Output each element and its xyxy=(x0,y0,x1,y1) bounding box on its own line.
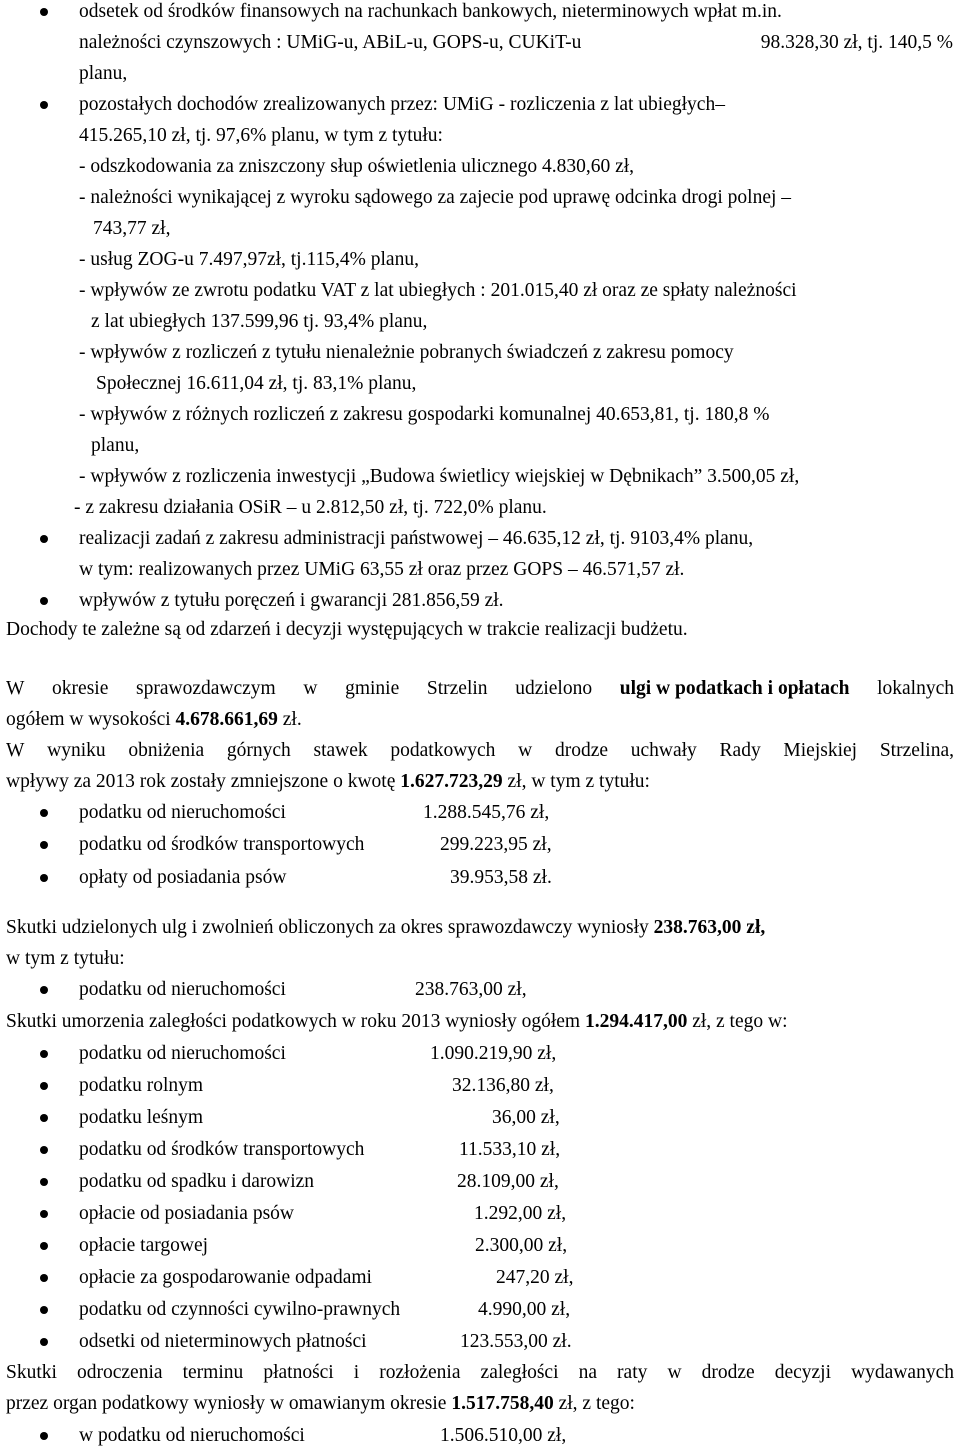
item-label: opłacie za gospodarowanie odpadami xyxy=(79,1267,372,1288)
detail-komunalnej-line1: - wpływów z różnych rozliczeń z zakresu gospodarki komunalnej 40.653,81, tj. 180,8 % xyxy=(79,404,770,425)
ulgi-line3 xyxy=(6,735,954,767)
list-item xyxy=(79,797,286,829)
item-value: 1.292,00 zł, xyxy=(474,1203,567,1224)
bullet-icon xyxy=(40,1242,48,1250)
word: obniżenia xyxy=(128,740,205,761)
bullet-icon xyxy=(40,1178,48,1186)
word: Skutki xyxy=(6,1362,57,1383)
item-label: opłaty od posiadania psów xyxy=(79,867,287,888)
item-value: 32.136,80 zł, xyxy=(452,1075,554,1096)
word: podatkowych xyxy=(390,740,496,761)
item-label: podatku od czynności cywilno-prawnych xyxy=(79,1299,401,1320)
word: rozłożenia xyxy=(379,1362,461,1383)
word: zaległości xyxy=(480,1362,559,1383)
item-label: podatku od środków transportowych xyxy=(79,834,365,855)
skutki-ulg-pre: Skutki udzielonych ulg i zwolnień obliczonych za okres sprawozdawczy wyniosły xyxy=(6,917,654,938)
ulgi-total: 4.678.661,69 xyxy=(175,709,278,730)
item-value: 36,00 zł, xyxy=(492,1107,560,1128)
ulgi-line4-pre: wpływy za 2013 rok zostały zmniejszone o kwotę xyxy=(6,771,401,792)
detail-uslug-zog: - usług ZOG-u 7.497,97zł, tj.115,4% planu, xyxy=(79,249,419,270)
word: Miejskiej xyxy=(783,740,858,761)
word: gminie xyxy=(345,678,400,699)
bullet-administracji-line1: realizacji zadań z zakresu administracji państwowej – 46.635,12 zł, tj. 9103,4% planu, xyxy=(79,528,754,549)
bullet-icon xyxy=(40,809,48,817)
bullet-icon xyxy=(40,1050,48,1058)
item-label: podatku od nieruchomości xyxy=(79,802,286,823)
word: drodze xyxy=(554,740,609,761)
word: w xyxy=(303,678,318,699)
detail-inwestycji: - wpływów z rozliczenia inwestycji „Budowa świetlicy wiejskiej w Dębnikach” 3.500,05 zł, xyxy=(79,466,800,487)
word: sprawozdawczym xyxy=(136,678,276,699)
item-label: odsetki od nieterminowych płatności xyxy=(79,1331,367,1352)
odroczenia-post: zł, z tego: xyxy=(553,1393,635,1414)
odroczenia-pre: przez organ podatkowy wyniosły w omawianym okresie xyxy=(6,1393,452,1414)
bullet-icon xyxy=(40,1082,48,1090)
ulgi-reduction: 1.627.723,29 xyxy=(400,771,503,792)
bullet-icon xyxy=(40,1210,48,1218)
bullet-icon xyxy=(40,1274,48,1282)
bullet-odsetki-line1: odsetek od środków finansowych na rachunkach bankowych, nieterminowych wpłat m.in. xyxy=(79,1,782,22)
item-label: podatku leśnym xyxy=(79,1107,204,1128)
bullet-pozostale-line2: 415.265,10 zł, tj. 97,6% planu, w tym z tytułu: xyxy=(79,125,443,146)
item-label: podatku od spadku i darowizn xyxy=(79,1171,315,1192)
item-value: 247,20 zł, xyxy=(496,1267,574,1288)
word: w xyxy=(667,1362,682,1383)
ulgi-line4 xyxy=(6,766,650,798)
bullet-pozostale-line1: pozostałych dochodów zrealizowanych przez: UMiG - rozliczenia z lat ubiegłych– xyxy=(79,94,725,115)
item-value: 1.288.545,76 zł, xyxy=(423,802,550,823)
odroczenia-line2 xyxy=(6,1388,635,1420)
odroczenia-total: 1.517.758,40 xyxy=(451,1393,554,1414)
paragraph-dochody: Dochody te zależne są od zdarzeń i decyzji występujących w trakcie realizacji budżetu. xyxy=(6,619,688,640)
item-value: 39.953,58 zł. xyxy=(450,867,552,888)
list-item xyxy=(79,862,286,894)
bullet-icon xyxy=(40,1432,48,1440)
bullet-icon xyxy=(40,1306,48,1314)
detail-naleznosci-line2: 743,77 zł, xyxy=(93,218,171,239)
text-line xyxy=(79,27,953,59)
bullet-odsetki-line2b: 98.328,30 zł, tj. 140,5 % xyxy=(760,32,953,53)
bullet-poreczen: wpływów z tytułu poręczeń i gwarancji 281.856,59 zł. xyxy=(79,590,504,611)
item-label: podatku od nieruchomości xyxy=(79,979,286,1000)
bullet-icon xyxy=(40,874,48,882)
bullet-icon xyxy=(40,535,48,543)
bullet-icon xyxy=(40,101,48,109)
word: raty xyxy=(617,1362,648,1383)
word: wyniku xyxy=(47,740,106,761)
word: Strzelin xyxy=(426,678,488,699)
bullet-icon xyxy=(40,841,48,849)
umorzenia-line1 xyxy=(6,1006,788,1038)
item-value: 4.990,00 zł, xyxy=(478,1299,571,1320)
item-label: w podatku od nieruchomości xyxy=(79,1425,305,1446)
word: na xyxy=(578,1362,597,1383)
umorzenia-total: 1.294.417,00 xyxy=(584,1011,688,1032)
detail-vat-line1: - wpływów ze zwrotu podatku VAT z lat ubiegłych : 201.015,40 zł oraz ze spłaty należności xyxy=(79,280,797,301)
bullet-icon xyxy=(40,986,48,994)
word: i xyxy=(353,1362,360,1383)
bullet-icon xyxy=(40,1146,48,1154)
item-value: 11.533,10 zł, xyxy=(459,1139,561,1160)
word: uchwały xyxy=(630,740,697,761)
umorzenia-post: zł, z tego w: xyxy=(687,1011,788,1032)
detail-pomocy-line1: - wpływów z rozliczeń z tytułu nienależnie pobranych świadczeń z zakresu pomocy xyxy=(79,342,734,363)
detail-vat-line2: z lat ubiegłych 137.599,96 tj. 93,4% planu, xyxy=(91,311,428,332)
bullet-icon xyxy=(40,1338,48,1346)
word: lokalnych xyxy=(877,678,954,699)
word: W xyxy=(6,678,25,699)
word: Strzelina, xyxy=(879,740,954,761)
detail-komunalnej-line2: planu, xyxy=(91,435,140,456)
word: drodze xyxy=(701,1362,755,1383)
item-value: 238.763,00 zł, xyxy=(415,979,527,1000)
word: udzielono xyxy=(515,678,593,699)
item-value: 28.109,00 zł, xyxy=(457,1171,559,1192)
item-label: opłacie targowej xyxy=(79,1235,209,1256)
word: W xyxy=(6,740,25,761)
bullet-icon xyxy=(40,597,48,605)
word: w xyxy=(518,740,533,761)
item-value: 1.506.510,00 zł, xyxy=(440,1425,567,1446)
umorzenia-pre: Skutki umorzenia zaległości podatkowych w roku 2013 wyniosły ogółem xyxy=(6,1011,585,1032)
ulgi-bold-phrase: ulgi w podatkach i opłatach xyxy=(619,678,850,699)
ulgi-line2-post: zł. xyxy=(277,709,302,730)
word: decyzji xyxy=(774,1362,832,1383)
item-label: podatku od nieruchomości xyxy=(79,1043,286,1064)
word: górnych xyxy=(226,740,291,761)
word: stawek xyxy=(313,740,368,761)
ulgi-line2 xyxy=(6,704,302,736)
item-label: podatku rolnym xyxy=(79,1075,204,1096)
word: Rady xyxy=(719,740,761,761)
detail-odszkodowania: - odszkodowania za zniszczony słup oświetlenia ulicznego 4.830,60 zł, xyxy=(79,156,635,177)
bullet-administracji-line2: w tym: realizowanych przez UMiG 63,55 zł oraz przez GOPS – 46.571,57 zł. xyxy=(79,559,685,580)
item-label: podatku od środków transportowych xyxy=(79,1139,365,1160)
skutki-ulg-total: 238.763,00 zł, xyxy=(653,917,766,938)
list-item xyxy=(79,829,364,861)
ulgi-line4-post: zł, w tym z tytułu: xyxy=(502,771,650,792)
word: terminu xyxy=(182,1362,244,1383)
skutki-ulg-line2: w tym z tytułu: xyxy=(6,948,125,969)
word: odroczenia xyxy=(77,1362,163,1383)
detail-pomocy-line2: Społecznej 16.611,04 zł, tj. 83,1% planu, xyxy=(96,373,417,394)
bullet-odsetki-line2a: należności czynszowych : UMiG-u, ABiL-u, GOPS-u, CUKiT-u xyxy=(79,32,582,53)
bullet-odsetki-line3: planu, xyxy=(79,63,128,84)
item-value: 299.223,95 zł, xyxy=(440,834,552,855)
ulgi-line2-pre: ogółem w wysokości xyxy=(6,709,176,730)
text-line xyxy=(79,0,953,28)
detail-osir: - z zakresu działania OSiR – u 2.812,50 zł, tj. 722,0% planu. xyxy=(74,497,547,518)
bullet-icon xyxy=(40,1114,48,1122)
detail-naleznosci-line1: - należności wynikającej z wyroku sądowego za zajecie pod uprawę odcinka drogi polnej – xyxy=(79,187,792,208)
item-value: 2.300,00 zł, xyxy=(475,1235,568,1256)
bullet-icon xyxy=(40,8,48,16)
ulgi-line1 xyxy=(6,673,954,705)
item-value: 1.090.219,90 zł, xyxy=(430,1043,557,1064)
skutki-ulg-line1 xyxy=(6,912,765,944)
item-label: opłacie od posiadania psów xyxy=(79,1203,294,1224)
word: wydawanych xyxy=(851,1362,954,1383)
item-value: 123.553,00 zł. xyxy=(460,1331,572,1352)
odroczenia-line1 xyxy=(6,1357,954,1389)
word: płatności xyxy=(263,1362,334,1383)
word: okresie xyxy=(52,678,109,699)
